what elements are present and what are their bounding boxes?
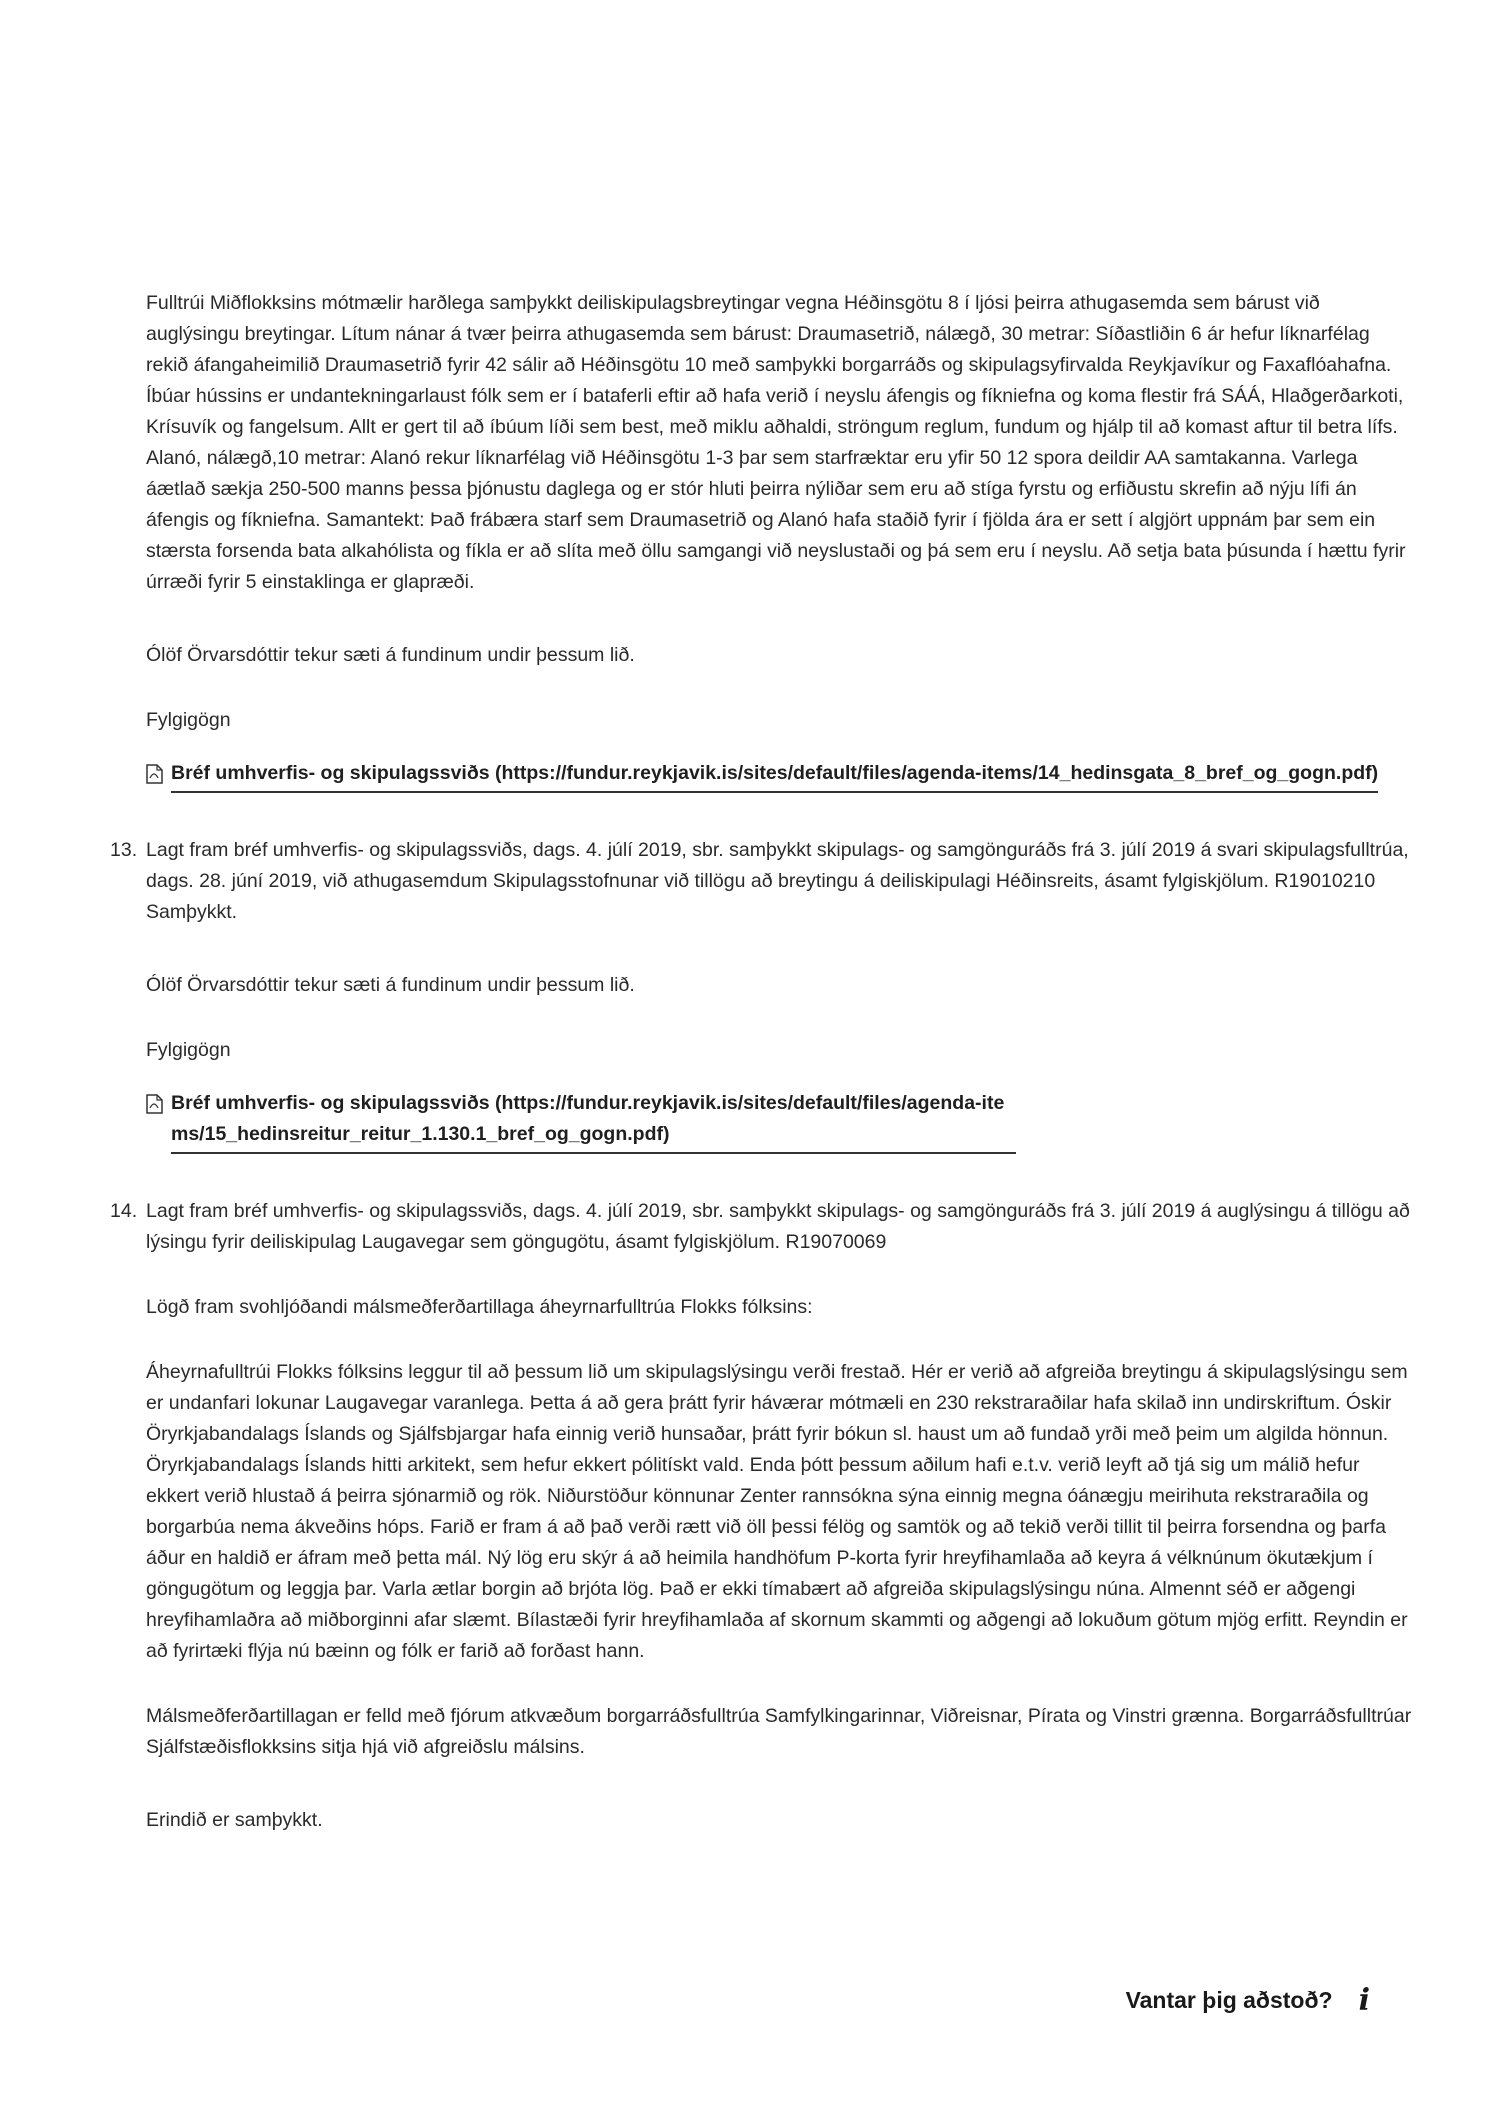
agenda-item-14 xyxy=(110,1196,1416,1836)
item-number: 13. xyxy=(110,839,138,861)
intro-paragraph: Fulltrúi Miðflokksins mótmælir harðlega samþykkt deiliskipulagsbreytingar vegna Héðinsgötu 8 í ljósi þeirra athugasemda sem bárust við auglýsingu breytingar. Lítum nánar á tvær þeirra athugasemda sem bárust: Draumasetrið, nálægð, 30 metrar: Síðastliðin 6 ár hefur líknarfélag rekið áfangaheimilið Draumasetrið fyrir 42 sálir að Héðinsgötu 10 með samþykki borgarráðs og skipulagsyfirvalda Reykjavíkur og Faxaflóahafna. Íbúar hússins er undantekningarlaust fólk sem er í bataferli eftir að hafa verið í neyslu áfengis og fíkniefna og koma flestir frá SÁÁ, Hlaðgerðarkoti, Krísuvík og fangelsum. Allt er gert til að íbúum líði sem best, með miklu aðhaldi, ströngum reglum, fundum og hjálp til að komast aftur til betra lífs. Alanó, nálægð,10 metrar: Alanó rekur líknarfélag við Héðinsgötu 1-3 þar sem starfræktar eru yfir 50 12 spora deildir AA samtakanna. Varlega áætlað sækja 250-500 manns þessa þjónustu daglega og er stór hluti þeirra nýliðar sem eru að stíga fyrstu og erfiðustu skrefin að nýju lífi án áfengis og fíkniefna. Samantekt: Það frábæra starf sem Draumasetrið og Alanó hafa staðið fyrir í fjölda ára er sett í algjört uppnám þar sem ein stærsta forsenda bata alkahólista og fíkla er að slíta með öllu samgangi við neyslustaði og þá sem eru í neyslu. Að setja bata þúsunda í hættu fyrir úrræði fyrir 5 einstaklinga er glapræði. xyxy=(146,292,1406,593)
motion-intro: Lögð fram svohljóðandi málsmeðferðartillaga áheyrnarfulltrúa Flokks fólksins: xyxy=(146,1296,813,1318)
item-text: Lagt fram bréf umhverfis- og skipulagssviðs, dags. 4. júlí 2019, sbr. samþykkt skipulags- og samgönguráðs frá 3. júlí 2019 á svari skipulagsfulltrúa, dags. 28. júní 2019, við athugasemdum Skipulagsstofnunar við tillögu að breytingu á deiliskipulagi Héðinsreits, ásamt fylgiskjölum. R19010210 xyxy=(146,839,1409,892)
help-prompt[interactable] xyxy=(1126,1985,1370,2016)
seat-note: Ólöf Örvarsdóttir tekur sæti á fundinum undir þessum lið. xyxy=(146,644,635,666)
attachments-label: Fylgigögn xyxy=(146,709,231,731)
help-label[interactable]: Vantar þig aðstoð? xyxy=(1125,1987,1333,2013)
item-text: Lagt fram bréf umhverfis- og skipulagssviðs, dags. 4. júlí 2019, sbr. samþykkt skipulags- og samgönguráðs frá 3. júlí 2019 á auglýsingu á tillögu að lýsingu fyrir deiliskipulag Laugavegar sem göngugötu, ásamt fylgiskjölum. R19070069 xyxy=(146,1200,1410,1253)
pdf-document-icon xyxy=(146,1094,163,1114)
item-number: 14. xyxy=(110,1200,138,1222)
attachments-label: Fylgigögn xyxy=(146,1039,231,1061)
item-decision: Samþykkt. xyxy=(146,901,238,923)
attachment-row xyxy=(146,1088,1016,1154)
info-icon[interactable]: i xyxy=(1358,1983,1370,2018)
motion-text: Áheyrnafulltrúi Flokks fólksins leggur til að þessum lið um skipulagslýsingu verði frestað. Hér er verið að afgreiða breytingu á skipulagslýsingu sem er undanfari lokunar Laugavegar varanlega. Þetta á að gera þrátt fyrir háværar mótmæli en 230 rekstraraðilar hafa skilað inn undirskriftum. Óskir Öryrkjabandalags Íslands og Sjálfsbjargar hafa einnig verið hunsaðar, þrátt fyrir bókun sl. haust um að fundað yrði með þeim um algilda hönnun. Öryrkjabandalags Íslands hitti arkitekt, sem hefur ekkert pólitískt vald. Enda þótt þessum aðilum hafi e.t.v. verið leyft að tjá sig um málið hefur ekkert verið hlustað á þeirra sjónarmið og rök. Niðurstöður könnunar Zenter rannsókna sýna einnig megna óánægju meirihuta rekstraraðila og borgarbúa nema ákveðins hóps. Farið er fram á að það verði rætt við öll þessi félög og samtök og að tekið verði tillit til þeirra forsendna og þarfa áður en haldið er áfram með þetta mál. Ný lög eru skýr á að heimila handhöfum P-korta fyrir hreyfihamlaða að keyra á vélknúnum ökutækjum í göngugötum og leggja þar. Varla ætlar borgin að brjóta lög. Það er ekki tímabært að afgreiða skipulagslýsingu núna. Almennt séð er aðgengi hreyfihamlaðra að miðborginni afar slæmt. Bílastæði fyrir hreyfihamlaða af skornum skammti og aðgengi að lokuðum götum mjög erfitt. Reyndin er að fyrirtæki flýja nú bæinn og fólk er farið að forðast hann. xyxy=(146,1361,1408,1662)
document-page xyxy=(110,288,1416,1836)
pdf-document-icon xyxy=(146,764,163,784)
motion-result: Málsmeðferðartillagan er felld með fjórum atkvæðum borgarráðsfulltrúa Samfylkingarinnar, Viðreisnar, Pírata og Vinstri grænna. Borgarráðsfulltrúar Sjálfstæðisflokksins sitja hjá við afgreiðslu málsins. xyxy=(146,1705,1412,1758)
attachment-link[interactable]: Bréf umhverfis- og skipulagssviðs (https://fundur.reykjavik.is/sites/default/files/agenda-items/14_hedinsgata_8_bref_og_gogn.pdf) xyxy=(171,758,1378,793)
seat-note: Ólöf Örvarsdóttir tekur sæti á fundinum undir þessum lið. xyxy=(146,974,635,996)
attachment-row xyxy=(146,758,1416,793)
attachment-link[interactable]: Bréf umhverfis- og skipulagssviðs (https://fundur.reykjavik.is/sites/default/files/agenda-items/15_hedinsreitur_reitur_1.130.1_bref_og_gogn.pdf) xyxy=(171,1088,1016,1154)
conclusion: Erindið er samþykkt. xyxy=(146,1809,323,1831)
agenda-item-13 xyxy=(110,835,1416,1154)
